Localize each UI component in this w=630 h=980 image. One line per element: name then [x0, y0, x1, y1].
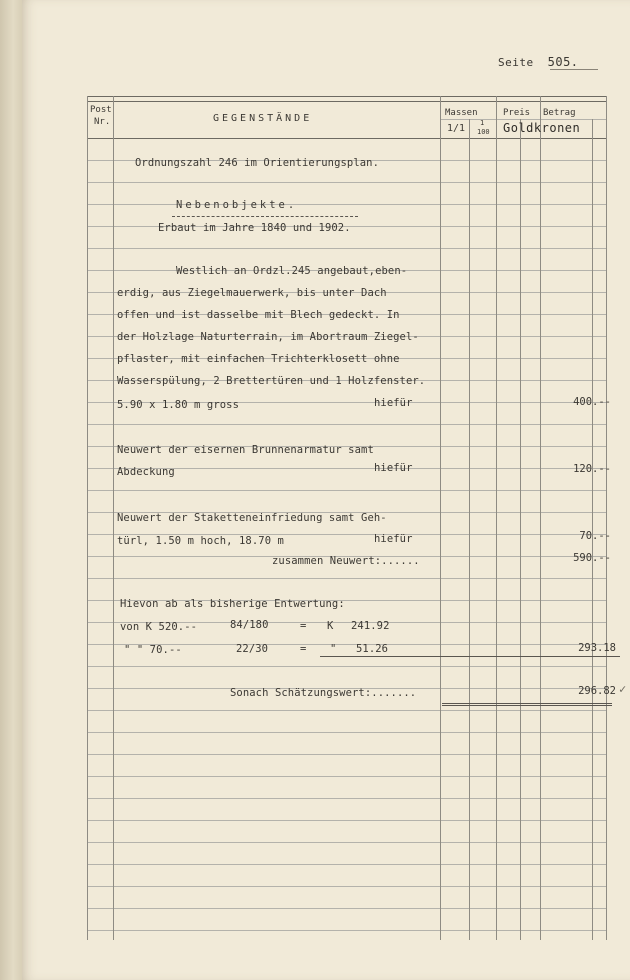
header-massen-fraction-num: 1 — [480, 119, 485, 127]
header-massen-fraction-den: 100 — [477, 128, 490, 136]
item-2-line2: Abdeckung — [117, 466, 175, 478]
item-1-amount: 400.-- — [573, 396, 611, 408]
description-line: pflaster, mit einfachen Trichterklosett ohne — [117, 353, 400, 365]
header-massen-whole: 1/1 — [447, 123, 466, 134]
header-betrag: Betrag — [543, 108, 576, 118]
entwertung-row-2-ratio: 22/30 — [236, 643, 269, 655]
total-neuwert-label: zusammen Neuwert:...... — [272, 555, 420, 567]
page-number-value: 505. — [547, 55, 579, 69]
entwertung-total-underline — [420, 656, 620, 657]
item-1-dimension: 5.90 x 1.80 m gross — [117, 399, 240, 411]
grid-column-line — [440, 96, 441, 940]
entwertung-row-2-value: 51.26 — [356, 643, 389, 655]
grid-line — [440, 119, 607, 120]
grid-line — [87, 101, 607, 102]
header-post: Post — [90, 105, 112, 115]
entwertung-row-1-currency: K — [327, 620, 334, 632]
ordnungszahl-line: Ordnungszahl 246 im Orientierungsplan. — [135, 157, 380, 169]
grid-line — [87, 96, 607, 97]
header-gegenstaende: GEGENSTÄNDE — [213, 113, 313, 124]
final-double-underline — [442, 703, 612, 706]
grid-line — [87, 138, 607, 139]
page-label: Seite — [498, 56, 534, 69]
description-line: Wasserspülung, 2 Brettertüren und 1 Holzfenster. — [117, 375, 426, 387]
description-line: erdig, aus Ziegelmauerwerk, bis unter Dach — [117, 287, 387, 299]
item-3-hiefuer: hiefür — [374, 533, 413, 545]
grid-line — [87, 864, 607, 865]
grid-line — [87, 666, 607, 667]
grid-line — [87, 710, 607, 711]
description-line: der Holzlage Naturterrain, im Abortraum Ziegel- — [117, 331, 419, 343]
schaetzungswert-amount: 296.82 — [578, 685, 616, 697]
item-2-amount: 120.-- — [573, 463, 611, 475]
header-currency-goldkronen: Goldkronen — [503, 121, 581, 135]
page-number — [498, 55, 579, 69]
grid-line — [87, 930, 607, 931]
section-title: Nebenobjekte. — [176, 199, 298, 211]
grid-column-line — [113, 96, 114, 940]
erbaut-line: Erbaut im Jahre 1840 und 1902. — [158, 222, 351, 234]
item-2-hiefuer: hiefür — [374, 462, 413, 474]
item-1-hiefuer: hiefür — [374, 397, 413, 409]
grid-line — [87, 820, 607, 821]
entwertung-row-2-currency: " — [330, 643, 337, 655]
grid-line — [87, 182, 607, 183]
grid-line — [87, 490, 607, 491]
grid-line — [87, 732, 607, 733]
entwertung-row-1-prefix: von K 520.-- — [120, 621, 198, 633]
grid-line — [87, 204, 607, 205]
grid-line — [87, 754, 607, 755]
grid-column-line — [520, 119, 521, 940]
section-title-dash-underline — [172, 216, 358, 217]
grid-line — [87, 578, 607, 579]
grid-line — [87, 798, 607, 799]
check-mark-icon: ✓ — [619, 682, 627, 696]
schaetzungswert-label: Sonach Schätzungswert:....... — [230, 687, 417, 699]
grid-column-line — [496, 96, 497, 940]
grid-line — [87, 886, 607, 887]
grid-line — [87, 424, 607, 425]
grid-column-line — [540, 96, 541, 940]
grid-line — [87, 776, 607, 777]
header-massen: Massen — [445, 108, 478, 118]
grid-column-line — [469, 119, 470, 940]
grid-column-line — [87, 96, 88, 940]
entwertung-row-1-value: 241.92 — [351, 620, 390, 632]
entwertung-total-amount: 293.18 — [578, 642, 616, 654]
entwertung-title: Hievon ab als bisherige Entwertung: — [120, 598, 345, 610]
item-3-amount: 70.-- — [579, 530, 611, 542]
entwertung-subtotal-underline — [320, 656, 420, 657]
total-neuwert-amount: 590.-- — [573, 552, 611, 564]
entwertung-row-2-prefix: " " 70.-- — [124, 644, 182, 656]
item-3-line1: Neuwert der Staketteneinfriedung samt Geh- — [117, 512, 387, 524]
page-number-underline — [550, 69, 598, 70]
book-binding — [0, 0, 22, 980]
entwertung-row-1-equals: = — [300, 620, 307, 632]
header-nr: Nr. — [94, 117, 111, 127]
entwertung-row-2-equals: = — [300, 643, 307, 655]
grid-column-line — [606, 96, 607, 940]
entwertung-row-1-ratio: 84/180 — [230, 619, 269, 631]
grid-line — [87, 248, 607, 249]
item-3-line2: türl, 1.50 m hoch, 18.70 m — [117, 535, 284, 547]
item-2-line1: Neuwert der eisernen Brunnenarmatur samt — [117, 444, 374, 456]
description-line: offen und ist dasselbe mit Blech gedeckt. In — [117, 309, 400, 321]
grid-line — [87, 908, 607, 909]
header-preis: Preis — [503, 108, 531, 118]
description-line: Westlich an Ordzl.245 angebaut,eben- — [176, 265, 408, 277]
grid-line — [87, 842, 607, 843]
